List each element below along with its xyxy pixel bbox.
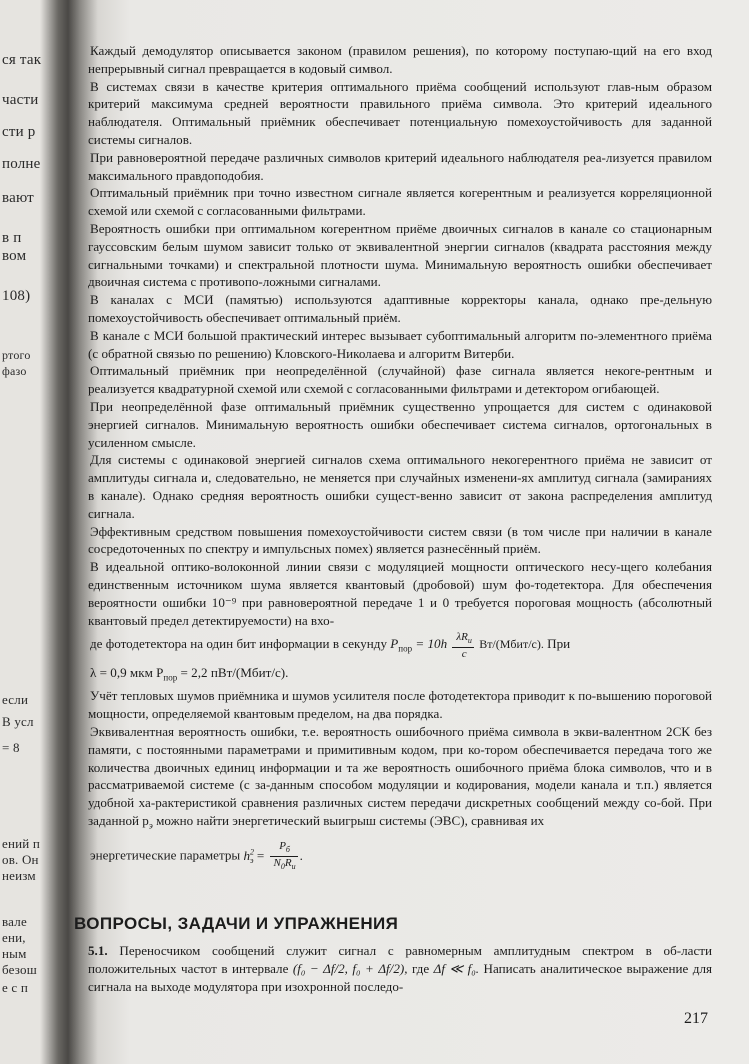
formula-result: λ = 0,9 мкм P [90, 664, 164, 680]
formula-units: Вт/(Мбит/с). [479, 637, 544, 652]
prev-page-fragment: ов. Он [2, 852, 39, 867]
task-where: где [411, 960, 430, 976]
paragraph: Учёт тепловых шумов приёмника и шумов усилителя после фотодетектора приводит к по-вышению пороговой мощности, определяемой квантовым пределом, на два порядка. [88, 688, 712, 722]
formula-symbol: P [390, 636, 399, 652]
prev-page-fragment: ным [2, 946, 27, 961]
paragraph: В канале с МСИ большой практический интерес вызывает субоптимальный алгоритм по-элементного приёма (с обратной связью по решению) Кловского-Николаева и алгоритм Витерби. [88, 327, 712, 361]
paragraph-text: можно найти энергетический выигрыш системы (ЭВС), сравнивая их [152, 812, 545, 828]
formula-subscript: пор [398, 643, 413, 654]
paragraph: При неопределённой фазе оптимальный приёмник существенно упрощается для систем с одинаковой энергией сигналов. Минимальную вероятность ошибки обеспечивает система сигналов, ортогональных в усиленном смысле. [88, 398, 712, 450]
paragraph: Для системы с одинаковой энергией сигналов схема оптимального некогерентного приёма не зависит от амплитуды сигнала и, следовательно, не меняется при случайных изменени-ях амплитуд сигнала (замираниях в канале). Однако средняя вероятность ошибки сущест-венно зависит от закона распределения амплитуд сигнала. [88, 452, 712, 521]
fraction-denominator-subscript: и [291, 862, 296, 872]
formula-symbol: = [256, 847, 265, 863]
fraction-denominator: R [284, 857, 292, 870]
formula-symbol: h [243, 847, 251, 863]
prev-page-fragment: ений п [2, 836, 41, 851]
formula-trailing-text: При [547, 636, 571, 652]
formula-subscript: э [250, 856, 254, 866]
formula-symbol: = 10h [415, 636, 448, 652]
formula-result-rest: = 2,2 пВт/(Мбит/с). [177, 664, 289, 680]
prev-page-fragment: фазо [2, 364, 27, 378]
fraction-numerator-subscript: б [285, 845, 290, 855]
energy-lead-text: энергетические параметры [90, 847, 241, 863]
paragraph: Каждый демодулятор описывается законом (правилом решения), по которому поступаю-щий на его вход непрерывный сигнал превращается в кодовый символ. [88, 43, 712, 76]
fraction-numerator: P [279, 839, 286, 852]
formula-lead-text: де фотодетектора на один бит информации в секунду [90, 636, 387, 652]
paragraph: Вероятность ошибки при оптимальном когерентном приёме двоичных сигналов в канале со стационарным гауссовским белым шумом зависит только от эквивалентной энергии сигналов (квадрата расстояния между сигнальными точками) и спектральной плотности шума. Минимальную вероятность ошибки обеспечивает двоичная система с противопо-ложными сигналами. [88, 220, 712, 290]
fraction-numerator-subscript: и [467, 635, 472, 645]
energy-formula [243, 839, 303, 872]
prev-page-fragment: в п [2, 230, 22, 246]
prev-page-fragment: = 8 [2, 740, 20, 755]
prev-page-fragment: вале [2, 914, 27, 929]
section-heading: ВОПРОСЫ, ЗАДАЧИ И УПРАЖНЕНИЯ [74, 914, 399, 933]
formula-end: . [299, 847, 303, 863]
paragraph: В системах связи в качестве критерия оптимального приёма сообщений используют глав-ным образом критерий максимума средней вероятности правильного приёма символа. Это критерий идеального наблюдателя. Оптимальный приёмник обеспечивает потенциальную помехоустойчивость для заданной системы сигналов. [88, 78, 712, 147]
fraction-denominator-subscript: 0 [280, 862, 285, 872]
paragraph: Оптимальный приёмник при точно известном сигнале является когерентным и реализуется корреляционной схемой или схемой с согласованными фильтрами. [88, 185, 712, 219]
previous-page-edge [0, 0, 72, 1064]
fraction-denominator: N [273, 857, 281, 870]
task-5-1 [88, 942, 712, 995]
task-text: Переносчиком сообщений служит сигнал с равномерным амплитудным спектром в об-ласти положительных частот в интервале [88, 943, 712, 976]
fraction-denominator: c [461, 647, 467, 660]
prev-page-fragment: полне [2, 156, 41, 172]
paragraph-text: Эквивалентная вероятность ошибки, т.е. вероятность ошибочного приёма символа в экви-валентном 2СК без памяти, с постоянными параметрами и примитивным кодом, при ко-тором обеспечивается передача того же количества двоичных единиц информации и та же вероятность ошибочного приёма блока символов, что и в рассматриваемой системе (с за-данным способом модуляции и кодирования, модели канала и т.п.) является удобной ха-рактеристикой сравнения различных систем передачи дискретных сообщений между со-бой. При заданной p [88, 723, 712, 828]
paragraph: Эффективным средством повышения помехоустойчивости систем связи (в том числе при наличии в канале сосредоточенных по спектру и импульсных помех) является разнесённый приём. [88, 523, 712, 557]
prev-page-fragment: ртого [2, 348, 31, 362]
prev-page-fragment: если [2, 692, 29, 707]
task-number: 5.1. [88, 943, 108, 958]
energy-fraction [270, 840, 298, 873]
formula-result-subscript: пор [163, 672, 178, 683]
formula-line [88, 629, 712, 664]
prev-page-fragment: безош [2, 962, 37, 977]
page-number: 217 [684, 1010, 708, 1027]
formula-result-line [88, 664, 712, 687]
formula-superscript: 2 [250, 847, 255, 857]
fraction-numerator: λR [456, 630, 468, 643]
prev-page-fragment: 108) [2, 288, 31, 304]
paragraph: В каналах с МСИ (памятью) используются адаптивные корректоры канала, однако пре-дельную помехоустойчивость обеспечивает оптимальный приём. [88, 292, 712, 325]
prev-page-fragment: вают [2, 190, 34, 206]
paragraph: В идеальной оптико-волоконной линии связи с модуляцией мощности оптического несу-щего колебания единственным источником шума является квантовый (дробовой) шум фо-тодетектора. Для обеспечения вероятности ошибки 10⁻⁹ при равновероятной передаче 1 и 0 требуется пороговая мощность (абсолютный квантовый предел детектируемости) на вхо- [88, 559, 712, 628]
task-interval: (f₀ − Δf/2, f₀ + Δf/2), [292, 960, 408, 976]
paragraph-subscript: э [148, 820, 153, 831]
prev-page-fragment: сти р [2, 124, 36, 140]
paragraph: При равновероятной передаче различных символов критерий идеального наблюдателя реа-лизуется правилом максимального правдоподобия. [88, 149, 712, 183]
threshold-power-formula [390, 630, 479, 660]
main-text-column [88, 42, 712, 878]
paragraph: Оптимальный приёмник при неопределённой (случайной) фазе сигнала является некоге-рентным и реализуется квадратурной схемой или схемой с согласованными фильтрами и детектором огибающей. [88, 363, 712, 397]
task-condition: Δf ≪ f₀. [433, 960, 480, 976]
prev-page-fragment: части [2, 92, 39, 108]
task-text: Написать аналитическое выражение для сигнала на выходе модулятора при изохронной последо- [88, 960, 712, 994]
formula-fraction [452, 631, 473, 660]
prev-page-fragment: неизм [2, 868, 36, 883]
prev-page-fragment: ся так [2, 52, 42, 68]
paragraph [88, 723, 712, 835]
prev-page-fragment: е с п [2, 980, 28, 995]
prev-page-fragment: вом [2, 248, 27, 264]
prev-page-fragment: ени, [2, 930, 26, 945]
energy-parameter-line [88, 835, 712, 878]
prev-page-fragment: В усл [2, 714, 34, 729]
